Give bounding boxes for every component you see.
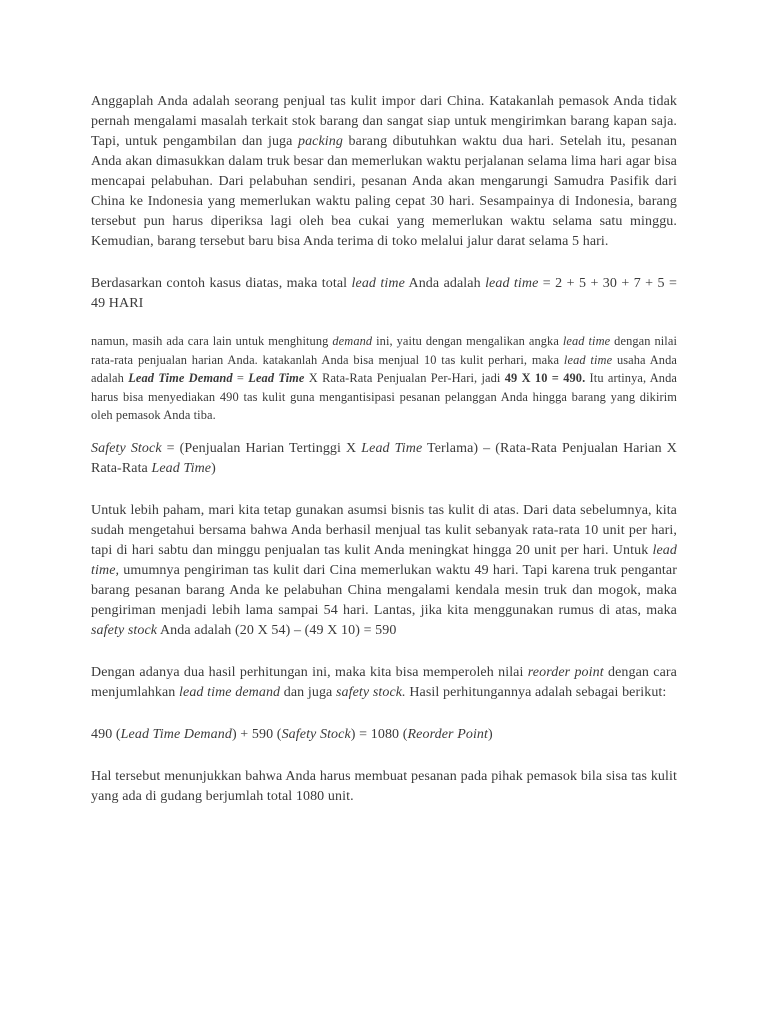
- italic-term: lead time demand: [179, 684, 281, 700]
- italic-term: safety stock: [91, 622, 158, 638]
- italic-term: Reorder Point: [407, 726, 489, 742]
- paragraph-reorder-point-intro: Dengan adanya dua hasil perhitungan ini, maka kita bisa memperoleh nilai reorder point dengan cara menjumlahkan lead time demand dan juga safety stock. Hasil perhitungannya adalah sebagai berikut:: [91, 664, 677, 700]
- italic-term: Lead Time: [151, 460, 212, 476]
- italic-term: safety stock.: [335, 684, 406, 700]
- italic-term: demand: [332, 334, 373, 348]
- paragraph-lead-time-demand: namun, masih ada cara lain untuk menghitung demand ini, yaitu dengan mengalikan angka lead time dengan nilai rata-rata penjualan harian Anda. katakanlah Anda bisa menjual 10 tas kulit perhari, maka lead time usaha Anda adalah Lead Time Demand = Lead Time X Rata-Rata Penjualan Per-Hari, jadi 49 X 10 = 490. Itu artinya, Anda harus bisa menyediakan 490 tas kulit guna mengantisipasi pesanan pelanggan Anda hingga barang yang dikirim oleh pemasok Anda tiba.: [91, 334, 677, 422]
- paragraph-reorder-point-calculation: 490 (Lead Time Demand) + 590 (Safety Stock) = 1080 (Reorder Point): [91, 726, 493, 742]
- italic-term: packing: [297, 134, 343, 149]
- italic-term: lead time: [485, 276, 539, 291]
- paragraph-safety-stock-formula: Safety Stock = (Penjualan Harian Tertinggi X Lead Time Terlama) – (Rata-Rata Penjualan Harian X Rata-Rata Lead Time): [91, 440, 677, 476]
- italic-term: lead time: [562, 334, 611, 348]
- italic-term: Lead Time Demand: [120, 726, 232, 742]
- italic-term: Safety Stock: [281, 726, 351, 742]
- bold-term: 49 X 10 = 490.: [504, 371, 586, 385]
- italic-term: lead time: [351, 276, 405, 291]
- paragraph-safety-stock-example: Untuk lebih paham, mari kita tetap gunakan asumsi bisnis tas kulit di atas. Dari data sebelumnya, kita sudah mengetahui bersama bahwa Anda berhasil menjual tas kulit sebanyak rata-rata 10 unit per hari, tapi di hari sabtu dan minggu penjualan tas kulit Anda meningkat hingga 20 unit per hari. Untuk lead time, umumnya pengiriman tas kulit dari Cina memerlukan waktu 49 hari. Tapi karena truk pengantar barang pesanan barang Anda ke pelabuhan China mengalami kendala mesin truk dan mogok, maka pengiriman menjadi lebih lama sampai 54 hari. Lantas, jika kita menggunakan rumus di atas, maka safety stock Anda adalah (20 X 54) – (49 X 10) = 590: [91, 502, 677, 638]
- paragraph-lead-time-total: Berdasarkan contoh kasus diatas, maka total lead time Anda adalah lead time = 2 + 5 + 30 + 7 + 5 = 49 HARI: [91, 276, 677, 311]
- italic-term: lead time,: [91, 542, 677, 578]
- italic-term: reorder point: [527, 664, 604, 680]
- italic-term: lead time: [563, 352, 613, 367]
- italic-term: Safety Stock: [91, 440, 162, 456]
- paragraph-lead-time-example: Anggaplah Anda adalah seorang penjual tas kulit impor dari China. Katakanlah pemasok Anda tidak pernah mengalami masalah terkait stok barang dan sangat siap untuk mengirimkan barang kapan saja. Tapi, untuk pengambilan dan juga packing barang dibutuhkan waktu dua hari. Setelah itu, pesanan Anda akan dimasukkan dalam truk besar dan memerlukan waktu perjalanan selama lima hari agar bisa mencapai pelabuhan. Dari pelabuhan sendiri, pesanan Anda akan mengarungi Samudra Pasifik dari China ke Indonesia yang memerlukan waktu paling cepat 30 hari. Sesampainya di Indonesia, barang tersebut pun harus diperiksa lagi oleh bea cukai yang memerlukan waktu selama satu minggu. Kemudian, barang tersebut baru bisa Anda terima di toko melalui jalur darat selama 5 hari.: [91, 94, 677, 249]
- bold-term: Lead Time: [248, 371, 305, 385]
- paragraph-conclusion: Hal tersebut menunjukkan bahwa Anda harus membuat pesanan pada pihak pemasok bila sisa tas kulit yang ada di gudang berjumlah total 1080 unit.: [91, 768, 677, 804]
- italic-term: Lead Time: [361, 440, 423, 456]
- document-body: [91, 92, 677, 807]
- bold-term: Lead Time Demand: [128, 371, 233, 385]
